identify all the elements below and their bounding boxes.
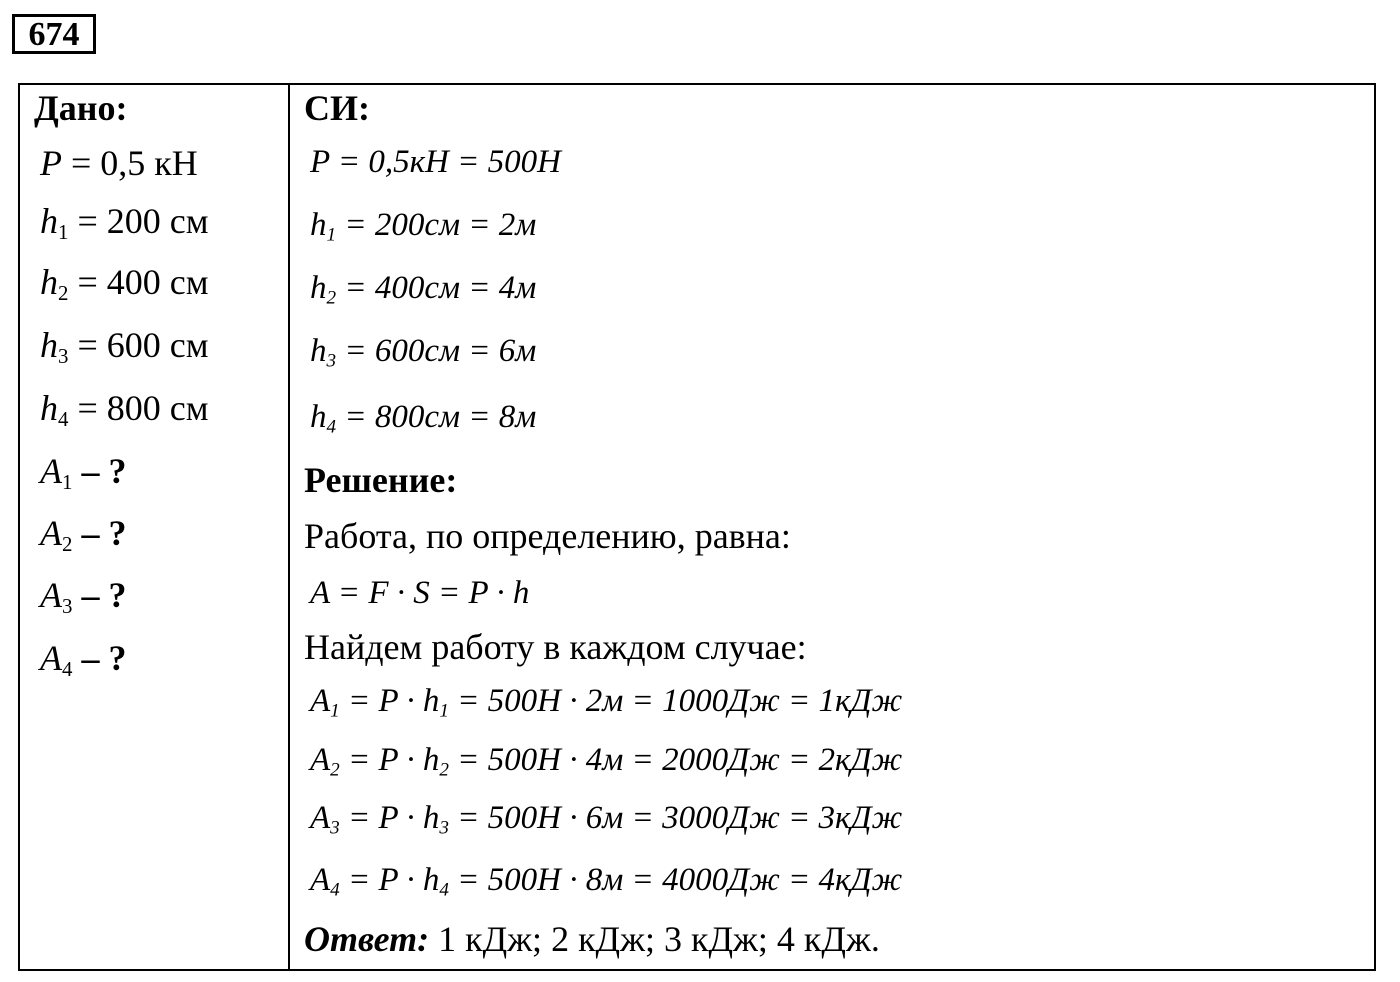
unknown-item: $A_2$ – ? [40,513,127,556]
si-item: $h_1 = 200см = 2м$ [310,207,537,246]
given-item: P = 0,5 кН [40,143,198,183]
given-item: $h_4 = 800$ см [40,388,209,431]
solution-find-text: Найдем работу в каждом случае: [304,627,807,667]
unknown-item: $A_1$ – ? [40,451,127,494]
si-item: $h_3 = 600см = 6м$ [310,333,537,372]
si-item: P = 0,5кН = 500Н [310,144,561,180]
given-heading: Дано: [34,88,128,128]
work-formula: A = F · S = P · h [310,575,530,611]
work-calculation: $A_3 = P \cdot h_3 = 500Н \cdot 6м = 3000Дж = 3кДж$ [310,800,903,839]
given-item: $h_3 = 600$ см [40,325,209,368]
si-heading: СИ: [304,88,370,128]
unknown-item: $A_4$ – ? [40,638,127,681]
given-item: $h_1 = 200$ см [40,201,209,244]
given-item: $h_2 = 400$ см [40,262,209,305]
column-divider [288,83,290,971]
answer [304,919,880,959]
si-item: $h_4 = 800см = 8м$ [310,399,537,438]
solution-intro: Работа, по определению, равна: [304,516,791,556]
answer-label: Ответ: [304,919,430,959]
work-calculation: $A_2 = P \cdot h_2 = 500Н \cdot 4м = 2000Дж = 2кДж$ [310,742,903,781]
answer-text: 1 кДж; 2 кДж; 3 кДж; 4 кДж. [429,919,880,959]
problem-number: 674 [12,14,96,54]
si-item: $h_2 = 400см = 4м$ [310,270,537,309]
work-calculation: $A_1 = P \cdot h_1 = 500Н \cdot 2м = 1000Дж = 1кДж$ [310,683,903,722]
solution-heading: Решение: [304,460,458,500]
work-calculation: $A_4 = P \cdot h_4 = 500Н \cdot 8м = 4000Дж = 4кДж$ [310,862,903,901]
unknown-item: $A_3$ – ? [40,575,127,618]
